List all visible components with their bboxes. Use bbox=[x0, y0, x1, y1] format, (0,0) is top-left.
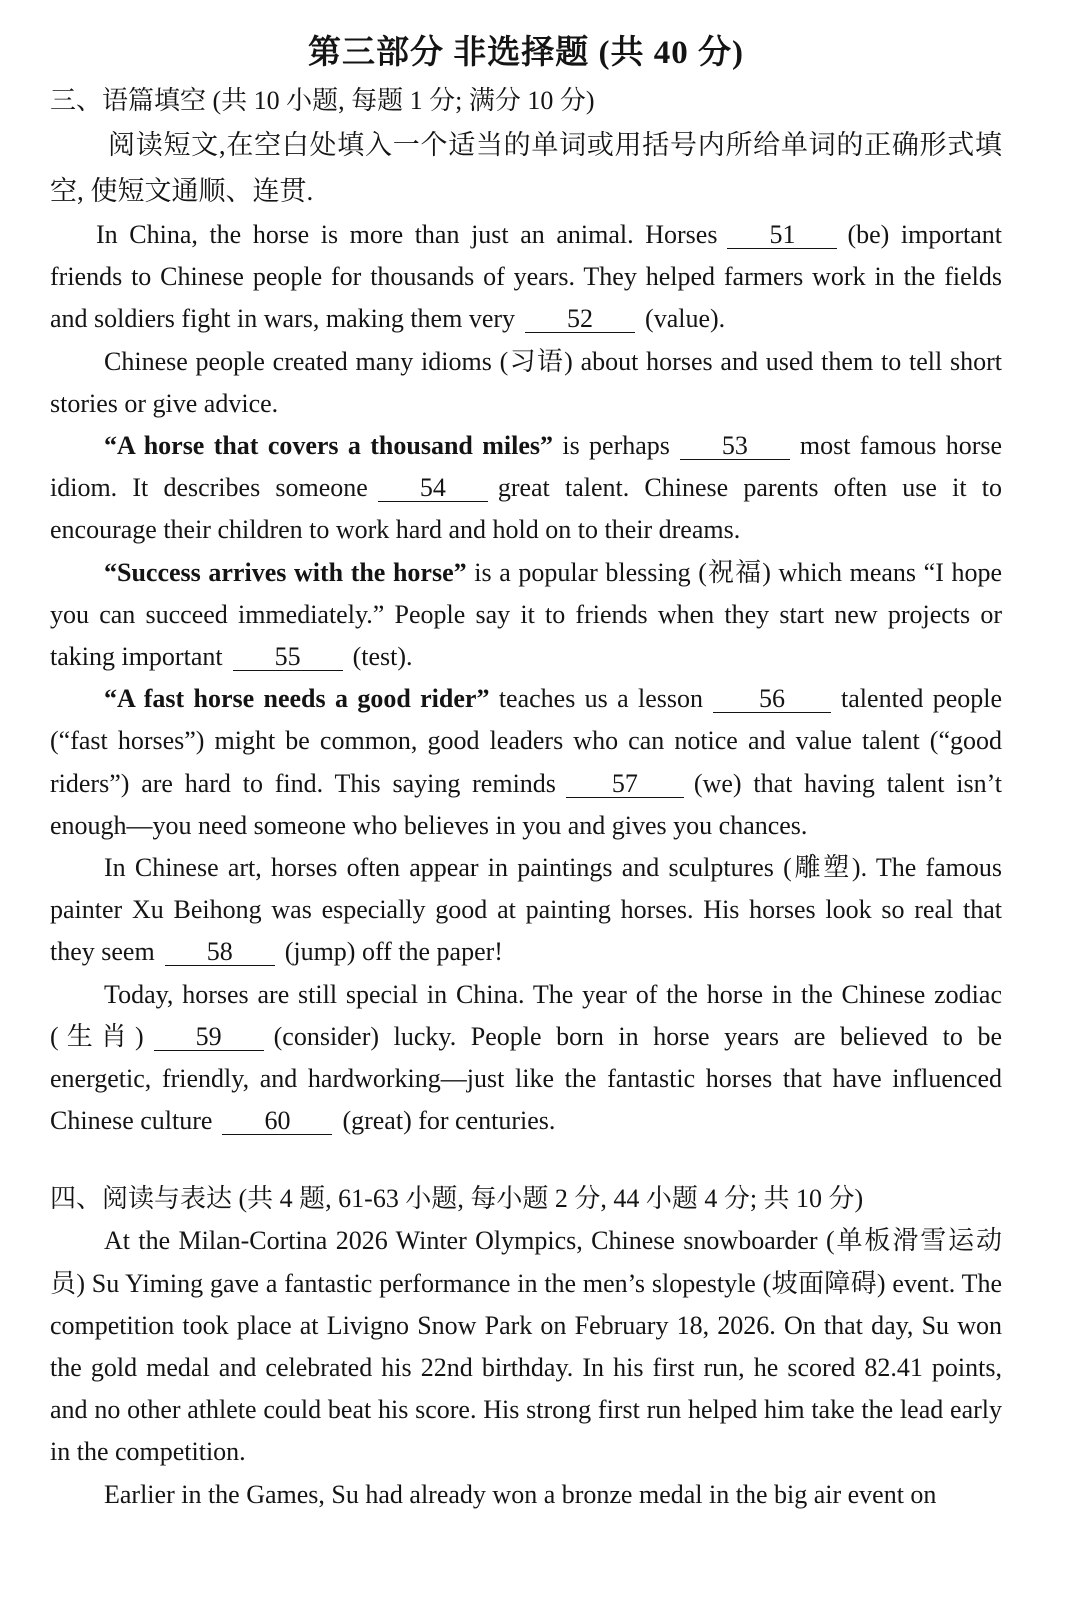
reading-paragraph-2: Earlier in the Games, Su had already won a bronze medal in the big air event on bbox=[104, 1479, 937, 1509]
blank-57[interactable]: 57 bbox=[566, 771, 684, 798]
passage-paragraph-6: In Chinese art, horses often appear in paintings and sculptures (雕塑). The famous painter Xu Beihong was especially good at painting horses. His horses look so real that they seem 58 (jump) off the paper! bbox=[50, 853, 1002, 967]
section4-heading: 四、阅读与表达 (共 4 题, 61-63 小题, 每小题 2 分, 44 小题 4 分; 共 10 分) bbox=[50, 1184, 864, 1214]
passage-paragraph-1: In China, the horse is more than just an animal. Horses 51 (be) important friends to Chinese people for thousands of years. They helped farmers work in the fields and soldiers fight in wars, making them very 52 (value). bbox=[50, 220, 1002, 334]
blank-58[interactable]: 58 bbox=[165, 939, 275, 966]
blank-54[interactable]: 54 bbox=[378, 475, 488, 502]
idiom-thousand-miles: “A horse that covers a thousand miles” bbox=[104, 431, 553, 461]
section-gap bbox=[50, 1142, 1002, 1178]
blank-51[interactable]: 51 bbox=[727, 222, 837, 249]
passage-paragraph-7: Today, horses are still special in China. The year of the horse in the Chinese zodiac (生肖) 59 (consider) lucky. People born in horse years are believed to be energetic, friendly, and hardworking—just like the fantastic horses that have influenced Chinese culture 60 (great) for centuries. bbox=[50, 979, 1002, 1136]
blank-59[interactable]: 59 bbox=[154, 1024, 264, 1051]
passage-paragraph-3: “A horse that covers a thousand miles” is perhaps 53 most famous horse idiom. It describes someone 54 great talent. Chinese parents often use it to encourage their children to work hard and hold on to their dreams. bbox=[50, 431, 1003, 545]
idiom-success-arrives: “Success arrives with the horse” bbox=[104, 557, 467, 587]
passage-paragraph-4: “Success arrives with the horse” is a popular blessing (祝福) which means “I hope you can succeed immediately.” People say it to friends when they start new projects or taking important 55 (test). bbox=[50, 557, 1003, 672]
passage-paragraph-5: “A fast horse needs a good rider” teaches us a lesson 56 talented people (“fast horses”) might be common, good leaders who can notice and value talent (“good riders”) are hard to find. This saying reminds 57 (we) that having talent isn’t enough—you need someone who believes in you and gives you chances. bbox=[50, 684, 1002, 840]
passage-paragraph-2: Chinese people created many idioms (习语) about horses and used them to tell short stories or give advice. bbox=[50, 346, 1002, 418]
blank-60[interactable]: 60 bbox=[222, 1108, 332, 1135]
blank-55[interactable]: 55 bbox=[233, 644, 343, 671]
section3-instruction: 阅读短文,在空白处填入一个适当的单词或用括号内所给单词的正确形式填空, 使短文通顺、连贯. bbox=[50, 130, 1002, 206]
blank-52[interactable]: 52 bbox=[525, 306, 635, 333]
blank-53[interactable]: 53 bbox=[680, 433, 790, 460]
blank-56[interactable]: 56 bbox=[713, 686, 831, 713]
reading-paragraph-1: At the Milan-Cortina 2026 Winter Olympics, Chinese snowboarder (单板滑雪运动员) Su Yiming gave a fantastic performance in the men’s slopestyle (坡面障碍) event. The competition took place at Livigno Snow Park on February 18, 2026. On that day, Su won the gold medal and celebrated his 22nd birthday. In his first run, he scored 82.41 points, and no other athlete could beat his score. His strong first run helped him take the lead early in the competition. bbox=[50, 1226, 1002, 1467]
idiom-fast-horse: “A fast horse needs a good rider” bbox=[104, 684, 490, 714]
section3-heading: 三、语篇填空 (共 10 小题, 每题 1 分; 满分 10 分) bbox=[50, 86, 595, 115]
part-title: 第三部分 非选择题 (共 40 分) bbox=[308, 35, 744, 71]
